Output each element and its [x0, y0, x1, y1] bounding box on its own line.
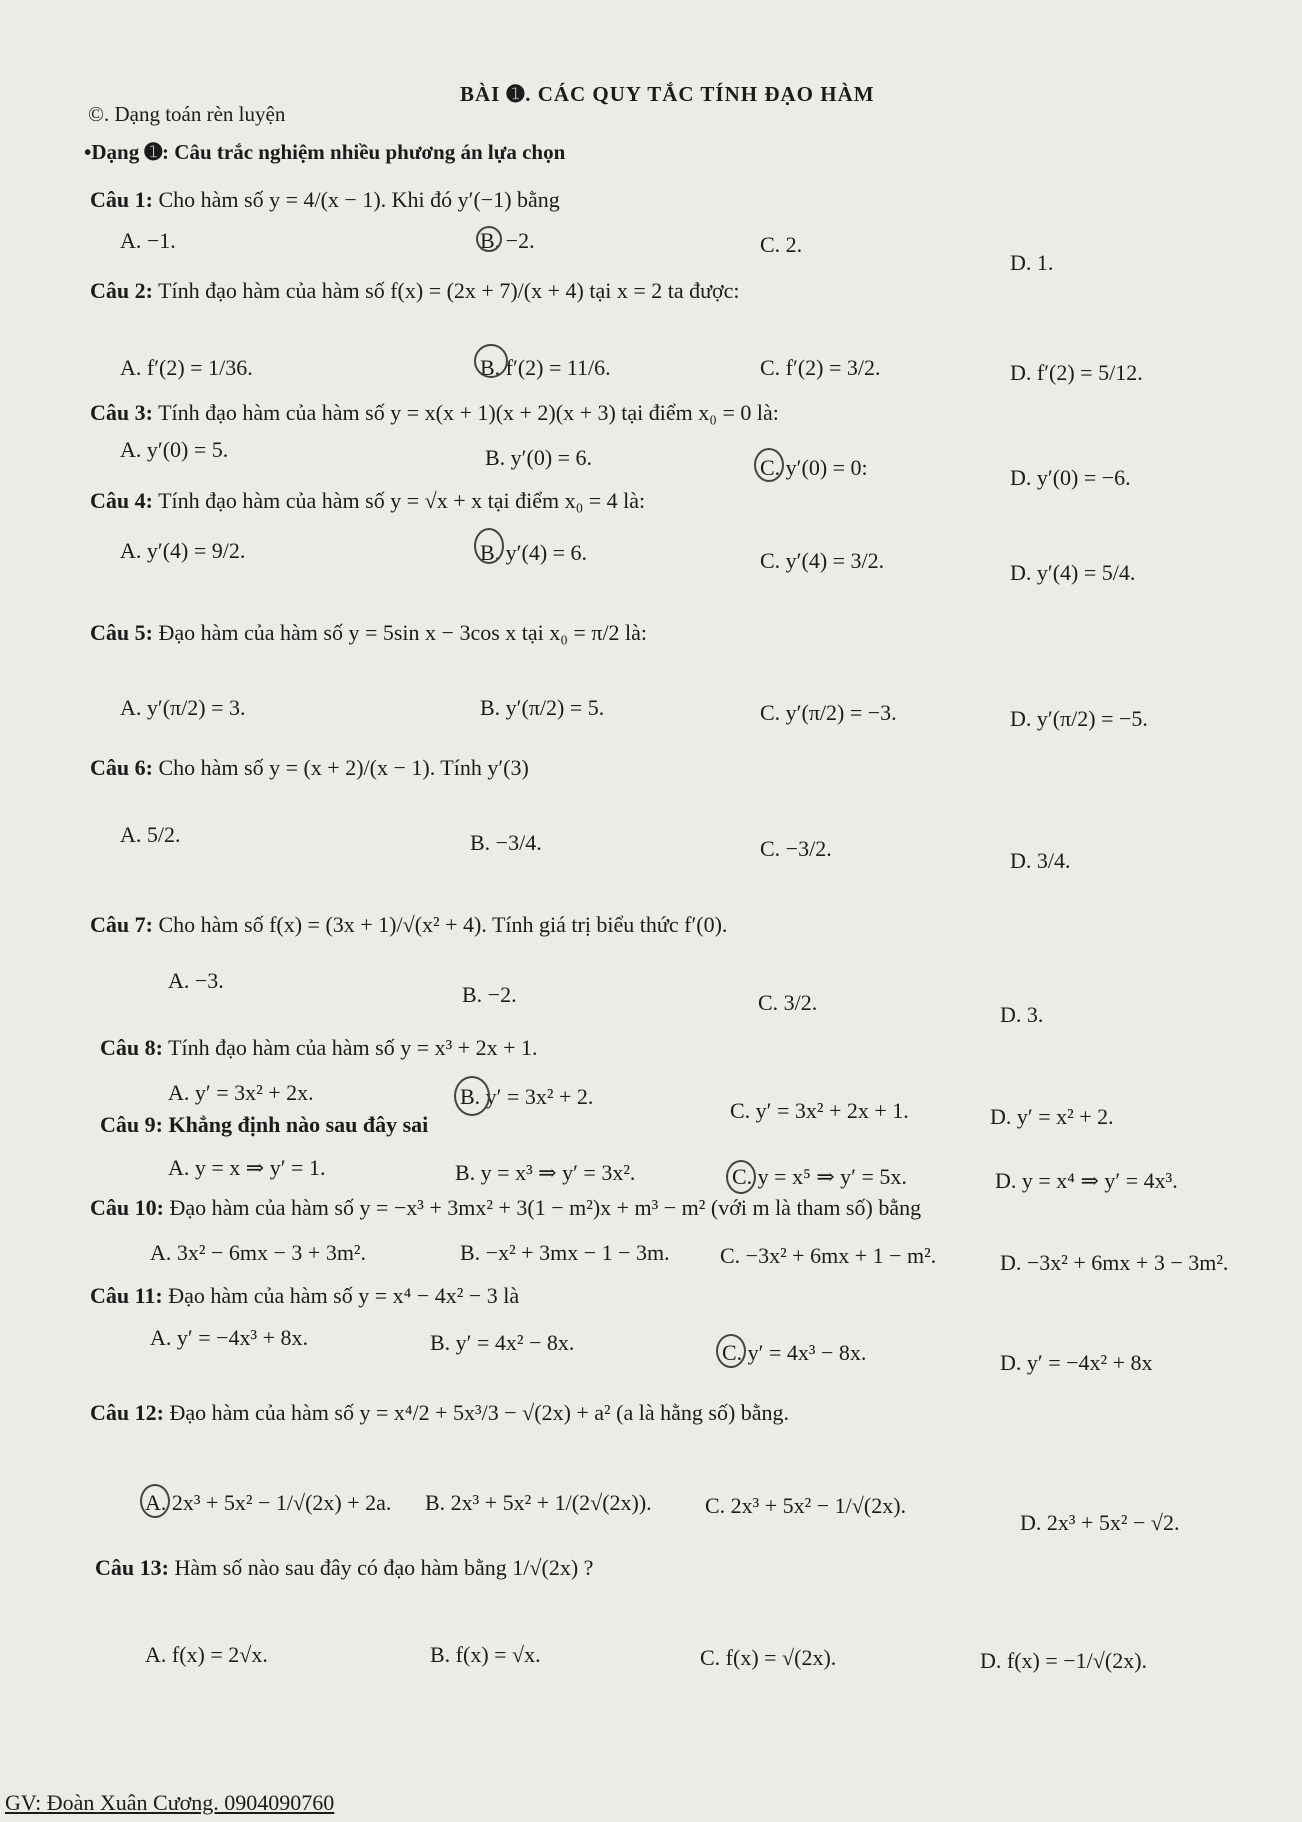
question-label: Câu 9: — [100, 1112, 163, 1137]
question-label: Câu 1: — [90, 187, 153, 212]
option-c[interactable]: C. 3/2. — [758, 990, 818, 1015]
option-c[interactable]: C. y = x⁵ ⇒ y′ = 5x. — [732, 1164, 907, 1189]
lesson-title: BÀI ➊. CÁC QUY TẮC TÍNH ĐẠO HÀM — [460, 82, 875, 106]
option-b[interactable]: B. −3/4. — [470, 830, 542, 855]
question-label: Câu 2: — [90, 278, 153, 303]
question-text: Tính đạo hàm của hàm số y = √x + x tại điểm x₀ = 4 là: — [158, 488, 646, 513]
question-text: Tính đạo hàm của hàm số f(x) = (2x + 7)/(x + 4) tại x = 2 ta được: — [158, 278, 740, 303]
question-label: Câu 10: — [90, 1195, 164, 1220]
option-a[interactable]: A. y′(4) = 9/2. — [120, 538, 246, 563]
option-c[interactable]: C. 2x³ + 5x² − 1/√(2x). — [705, 1493, 907, 1518]
option-d[interactable]: D. f(x) = −1/√(2x). — [980, 1648, 1148, 1673]
option-c[interactable]: C. y′(π/2) = −3. — [760, 700, 897, 725]
question-label: Câu 13: — [95, 1555, 169, 1580]
option-d[interactable]: D. y′ = −4x² + 8x — [1000, 1350, 1153, 1375]
option-b[interactable]: B. −2. — [480, 228, 535, 253]
option-a[interactable]: A. y = x ⇒ y′ = 1. — [168, 1155, 326, 1180]
subsection-heading: •Dạng ➊: Câu trắc nghiệm nhiều phương án lựa chọn — [84, 140, 566, 164]
option-b[interactable]: B. y′(4) = 6. — [480, 540, 588, 565]
question-label: Câu 8: — [100, 1035, 163, 1060]
option-b[interactable]: B. y′(π/2) = 5. — [480, 695, 605, 720]
option-b[interactable]: B. y′(0) = 6. — [485, 445, 593, 470]
teacher-credit: GV: Đoàn Xuân Cương. 0904090760 — [5, 1790, 335, 1815]
question-label: Câu 3: — [90, 400, 153, 425]
question-label: Câu 6: — [90, 755, 153, 780]
option-d[interactable]: D. 2x³ + 5x² − √2. — [1020, 1510, 1180, 1535]
option-a[interactable]: A. 3x² − 6mx − 3 + 3m². — [150, 1240, 367, 1265]
option-c[interactable]: C. −3x² + 6mx + 1 − m². — [720, 1243, 937, 1268]
option-b[interactable]: B. −x² + 3mx − 1 − 3m. — [460, 1240, 670, 1265]
option-c[interactable]: C. f′(2) = 3/2. — [760, 355, 881, 380]
option-c[interactable]: C. y′(0) = 0: — [760, 455, 868, 480]
question-text: Tính đạo hàm của hàm số y = x(x + 1)(x + 2)(x + 3) tại điểm x₀ = 0 là: — [158, 400, 779, 425]
option-d[interactable]: D. f′(2) = 5/12. — [1010, 360, 1143, 385]
option-d[interactable]: D. y′(0) = −6. — [1010, 465, 1131, 490]
question-text: Cho hàm số f(x) = (3x + 1)/√(x² + 4). Tính giá trị biểu thức f′(0). — [158, 912, 728, 937]
option-a[interactable]: A. −1. — [120, 228, 176, 253]
option-d[interactable]: D. y′ = x² + 2. — [990, 1104, 1114, 1129]
option-c[interactable]: C. y′(4) = 3/2. — [760, 548, 885, 573]
question-label: Câu 12: — [90, 1400, 164, 1425]
option-b[interactable]: B. y′ = 4x² − 8x. — [430, 1330, 575, 1355]
option-a[interactable]: A. 5/2. — [120, 822, 181, 847]
question-label: Câu 4: — [90, 488, 153, 513]
option-d[interactable]: D. 3/4. — [1010, 848, 1071, 873]
option-a[interactable]: A. 2x³ + 5x² − 1/√(2x) + 2a. — [145, 1490, 392, 1515]
option-a[interactable]: A. y′ = −4x³ + 8x. — [150, 1325, 309, 1350]
option-d[interactable]: D. 1. — [1010, 250, 1054, 275]
question-text: Tính đạo hàm của hàm số y = x³ + 2x + 1. — [168, 1035, 538, 1060]
option-c[interactable]: C. f(x) = √(2x). — [700, 1645, 837, 1670]
question-text: Đạo hàm của hàm số y = −x³ + 3mx² + 3(1 − m²)x + m³ − m² (với m là tham số) bằng — [169, 1195, 922, 1220]
option-c[interactable]: C. y′ = 4x³ − 8x. — [722, 1340, 867, 1365]
option-b[interactable]: B. −2. — [462, 982, 517, 1007]
option-c[interactable]: C. −3/2. — [760, 836, 832, 861]
option-b[interactable]: B. f(x) = √x. — [430, 1642, 541, 1667]
question-text: Đạo hàm của hàm số y = 5sin x − 3cos x tại x₀ = π/2 là: — [158, 620, 648, 645]
option-c[interactable]: C. y′ = 3x² + 2x + 1. — [730, 1098, 909, 1123]
question-text: Khẳng định nào sau đây sai — [168, 1112, 429, 1137]
option-b[interactable]: B. y = x³ ⇒ y′ = 3x². — [455, 1160, 636, 1185]
option-d[interactable]: D. 3. — [1000, 1002, 1044, 1027]
question-label: Câu 5: — [90, 620, 153, 645]
option-a[interactable]: A. y′(π/2) = 3. — [120, 695, 246, 720]
option-a[interactable]: A. y′(0) = 5. — [120, 437, 229, 462]
option-d[interactable]: D. y′(π/2) = −5. — [1010, 706, 1148, 731]
option-d[interactable]: D. y′(4) = 5/4. — [1010, 560, 1136, 585]
question-label: Câu 11: — [90, 1283, 163, 1308]
question-text: Đạo hàm của hàm số y = x⁴/2 + 5x³/3 − √(2x) + a² (a là hằng số) bằng. — [169, 1400, 790, 1425]
option-a[interactable]: A. −3. — [168, 968, 224, 993]
question-text: Cho hàm số y = 4/(x − 1). Khi đó y′(−1) bằng — [158, 187, 560, 212]
question-label: Câu 7: — [90, 912, 153, 937]
option-a[interactable]: A. f′(2) = 1/36. — [120, 355, 253, 380]
option-a[interactable]: A. f(x) = 2√x. — [145, 1642, 268, 1667]
option-b[interactable]: B. 2x³ + 5x² + 1/(2√(2x)). — [425, 1490, 652, 1515]
option-b[interactable]: B. y′ = 3x² + 2. — [460, 1084, 594, 1109]
option-b[interactable]: B. f′(2) = 11/6. — [480, 355, 611, 380]
option-a[interactable]: A. y′ = 3x² + 2x. — [168, 1080, 314, 1105]
section-heading: ©. Dạng toán rèn luyện — [88, 102, 286, 126]
question-text: Đạo hàm của hàm số y = x⁴ − 4x² − 3 là — [168, 1283, 520, 1308]
option-c[interactable]: C. 2. — [760, 232, 803, 257]
option-d[interactable]: D. y = x⁴ ⇒ y′ = 4x³. — [995, 1168, 1178, 1193]
question-text: Cho hàm số y = (x + 2)/(x − 1). Tính y′(3) — [158, 755, 529, 780]
question-text: Hàm số nào sau đây có đạo hàm bằng 1/√(2x) ? — [174, 1555, 594, 1580]
option-d[interactable]: D. −3x² + 6mx + 3 − 3m². — [1000, 1250, 1229, 1275]
